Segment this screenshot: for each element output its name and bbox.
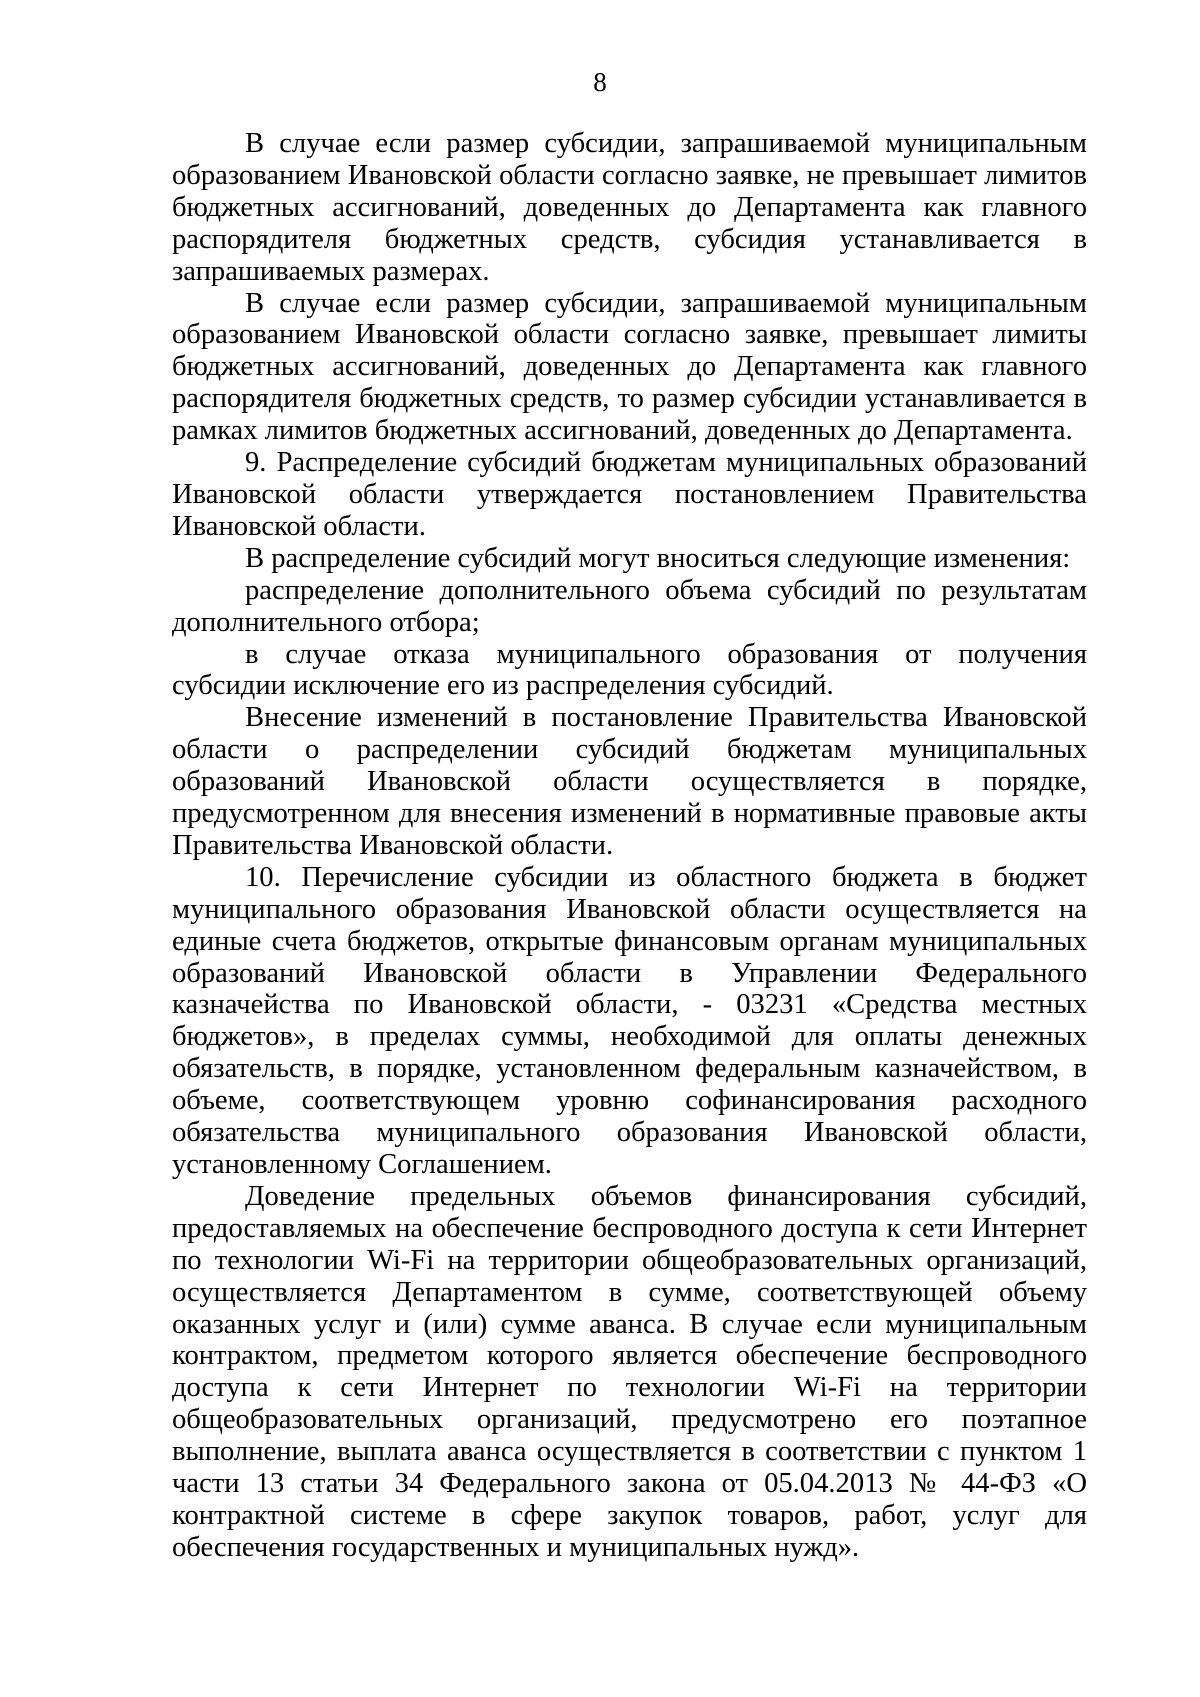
paragraph-subsidy-within-limits: В случае если размер субсидии, запрашиваемой муниципальным образованием Ивановской области согласно заявке, не превышает лимитов бюджетных ассигнований, доведенных до Департамента как главного распорядителя бюджетных средств, субсидия устанавливается в запрашиваемых размерах.	[172, 128, 1087, 287]
page-number: 8	[593, 67, 607, 97]
paragraph-item-10: 10. Перечисление субсидии из областного бюджета в бюджет муниципального образования Ивановской области осуществляется на единые счета бюджетов, открытые финансовым органам муниципальных образований Ивановской области в Управлении Федерального казначейства по Ивановской области, - 03231 «Средства местных бюджетов», в пределах суммы, необходимой для оплаты денежных обязательств, в порядке, установленном федеральным казначейством, в объеме, соответствующем уровню софинансирования расходного обязательства муниципального образования Ивановской области, установленному Соглашением.	[172, 861, 1087, 1180]
paragraph-item-9: 9. Распределение субсидий бюджетам муниципальных образований Ивановской области утверждается постановлением Правительства Ивановской области.	[172, 447, 1087, 542]
paragraph-change-refusal: в случае отказа муниципального образования от получения субсидии исключение его из распределения субсидий.	[172, 638, 1087, 702]
paragraph-financing-limits: Доведение предельных объемов финансирования субсидий, предоставляемых на обеспечение беспроводного доступа к сети Интернет по технологии Wi-Fi на территории общеобразовательных организаций, осуществляется Департаментом в сумме, соответствующей объему оказанных услуг и (или) сумме аванса. В случае если муниципальным контрактом, предметом которого является обеспечение беспроводного доступа к сети Интернет по технологии Wi-Fi на территории общеобразовательных организаций, предусмотрено его поэтапное выполнение, выплата аванса осуществляется в соответствии с пунктом 1 части 13 статьи 34 Федерального закона от 05.04.2013 № 44-ФЗ «О контрактной системе в сфере закупок товаров, работ, услуг для обеспечения государственных и муниципальных нужд».	[172, 1180, 1087, 1563]
paragraph-changes-intro: В распределение субсидий могут вноситься следующие изменения:	[245, 542, 1071, 574]
paragraph-change-additional-volume: распределение дополнительного объема субсидий по результатам дополнительного отбора;	[172, 574, 1087, 638]
paragraph-subsidy-exceeds-limits: В случае если размер субсидии, запрашиваемой муниципальным образованием Ивановской области согласно заявке, превышает лимиты бюджетных ассигнований, доведенных до Департамента как главного распорядителя бюджетных средств, то размер субсидии устанавливается в рамках лимитов бюджетных ассигнований, доведенных до Департамента.	[172, 287, 1087, 447]
document-body	[172, 128, 1087, 1564]
paragraph-amendment-procedure: Внесение изменений в постановление Правительства Ивановской области о распределении субсидий бюджетам муниципальных образований Ивановской области осуществляется в порядке, предусмотренном для внесения изменений в нормативные правовые акты Правительства Ивановской области.	[172, 702, 1087, 861]
